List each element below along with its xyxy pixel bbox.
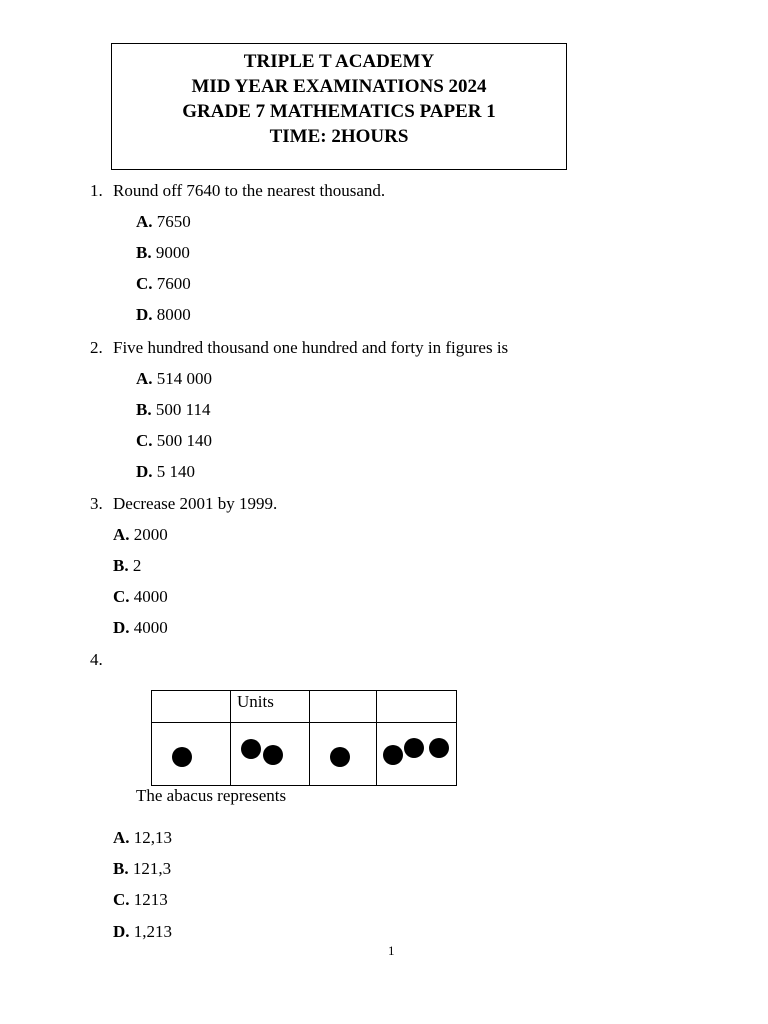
option-text: 4000 xyxy=(133,618,168,637)
abacus-column-label: Units xyxy=(231,691,310,723)
option-a xyxy=(113,828,172,848)
question-3 xyxy=(90,494,277,514)
option-b xyxy=(136,243,190,263)
page-number: 1 xyxy=(388,943,395,958)
option-d xyxy=(113,922,172,942)
abacus-label-row xyxy=(152,691,457,723)
option-letter: B. xyxy=(136,400,152,419)
option-letter: A. xyxy=(136,369,153,388)
option-letter: A. xyxy=(113,525,130,544)
option-text: 121,3 xyxy=(132,859,172,878)
option-d xyxy=(136,305,191,325)
option-text: 12,13 xyxy=(133,828,173,847)
question-text: Decrease 2001 by 1999. xyxy=(113,494,278,513)
paper-title: GRADE 7 MATHEMATICS PAPER 1 xyxy=(182,101,496,122)
option-letter: B. xyxy=(136,243,152,262)
abacus-bead-row xyxy=(152,723,457,786)
abacus-bead xyxy=(330,747,350,767)
abacus-bead xyxy=(404,738,424,758)
option-letter: C. xyxy=(136,431,153,450)
option-text: 1213 xyxy=(133,890,168,909)
option-letter: D. xyxy=(113,922,130,941)
option-text: 514 000 xyxy=(156,369,213,388)
option-letter: D. xyxy=(136,305,153,324)
abacus-bead xyxy=(241,739,261,759)
option-text: 9000 xyxy=(155,243,190,262)
option-letter: A. xyxy=(113,828,130,847)
abacus-bead-cell xyxy=(231,723,310,786)
abacus-bead xyxy=(263,745,283,765)
option-text: 4000 xyxy=(133,587,168,606)
option-d xyxy=(113,618,168,638)
option-d xyxy=(136,462,195,482)
option-letter: C. xyxy=(113,587,130,606)
question-text: Round off 7640 to the nearest thousand. xyxy=(113,181,386,200)
abacus-bead xyxy=(172,747,192,767)
option-letter: D. xyxy=(113,618,130,637)
question-number: 4. xyxy=(90,650,103,669)
abacus-bead-cell xyxy=(152,723,231,786)
option-text: 8000 xyxy=(156,305,191,324)
abacus-bead xyxy=(429,738,449,758)
abacus-caption: The abacus represents xyxy=(136,786,287,805)
exam-time: TIME: 2HOURS xyxy=(269,126,409,147)
option-a xyxy=(136,212,191,232)
option-text: 5 140 xyxy=(156,462,196,481)
abacus-column-label xyxy=(377,691,457,723)
option-b xyxy=(113,859,171,879)
option-letter: C. xyxy=(136,274,153,293)
exam-title: MID YEAR EXAMINATIONS 2024 xyxy=(191,76,487,97)
option-a xyxy=(136,369,212,389)
exam-header xyxy=(111,43,567,170)
abacus-column-label xyxy=(310,691,377,723)
school-name: TRIPLE T ACADEMY xyxy=(243,51,435,72)
option-c xyxy=(113,890,168,910)
option-text: 500 114 xyxy=(155,400,211,419)
question-4 xyxy=(90,650,113,670)
abacus-column-label xyxy=(152,691,231,723)
option-text: 7650 xyxy=(156,212,191,231)
option-text: 500 140 xyxy=(156,431,213,450)
option-text: 7600 xyxy=(156,274,191,293)
option-text: 2 xyxy=(132,556,142,575)
option-letter: B. xyxy=(113,859,129,878)
abacus-bead xyxy=(383,745,403,765)
question-number: 3. xyxy=(90,494,103,513)
question-number: 1. xyxy=(90,181,103,200)
option-letter: B. xyxy=(113,556,129,575)
option-text: 2000 xyxy=(133,525,168,544)
option-a xyxy=(113,525,168,545)
option-letter: D. xyxy=(136,462,153,481)
question-number: 2. xyxy=(90,338,103,357)
option-c xyxy=(136,431,212,451)
option-c xyxy=(113,587,168,607)
option-b xyxy=(113,556,141,576)
option-c xyxy=(136,274,191,294)
option-text: 1,213 xyxy=(133,922,173,941)
abacus-table xyxy=(151,690,457,786)
option-letter: A. xyxy=(136,212,153,231)
abacus-bead-cell xyxy=(310,723,377,786)
option-b xyxy=(136,400,210,420)
question-text: Five hundred thousand one hundred and forty in figures is xyxy=(113,338,509,357)
question-2 xyxy=(90,338,508,358)
abacus-bead-cell xyxy=(377,723,457,786)
option-letter: C. xyxy=(113,890,130,909)
question-1 xyxy=(90,181,385,201)
